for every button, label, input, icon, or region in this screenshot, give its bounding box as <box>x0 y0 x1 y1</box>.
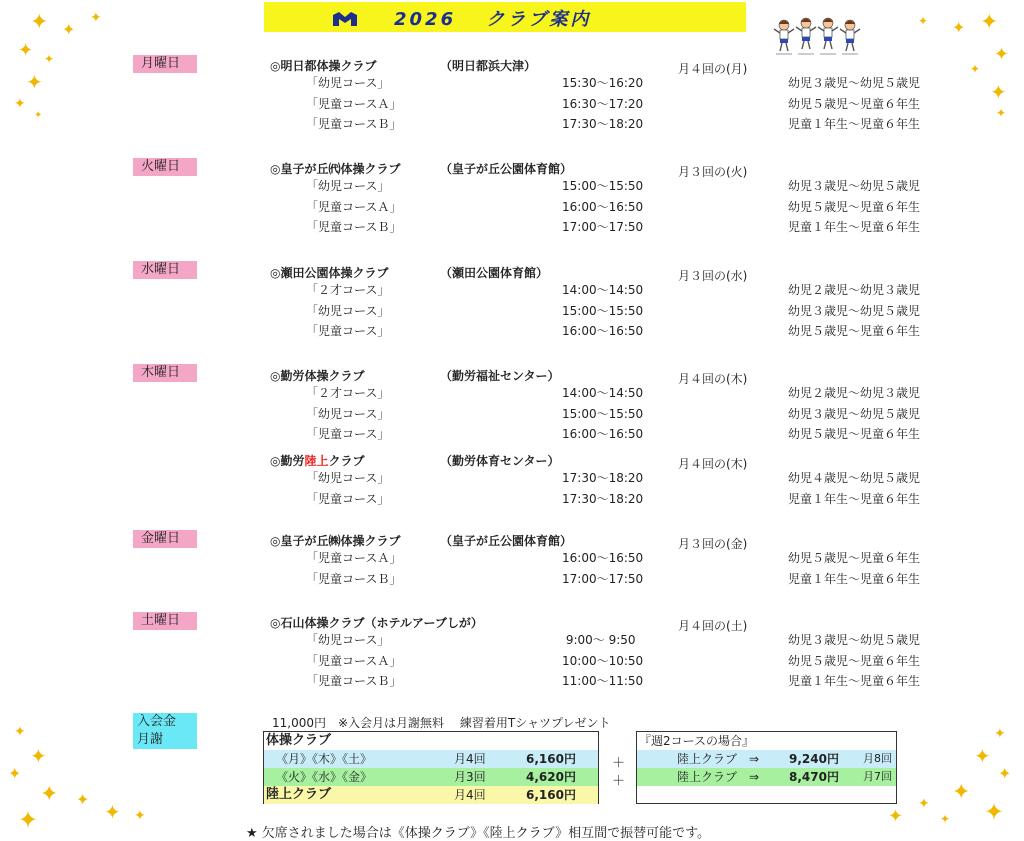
course-age-range: 幼児３歳児～幼児５歳児 <box>788 633 921 647</box>
course-time: 16:00～16:50 <box>562 199 644 214</box>
club-frequency: 月３回の(金) <box>678 537 748 551</box>
star-icon: ✦ <box>984 798 1005 826</box>
course-name: 「幼児コース」 <box>306 471 390 485</box>
star-icon: ✦ <box>30 744 47 768</box>
title-banner <box>264 2 746 32</box>
star-icon: ✦ <box>44 52 55 66</box>
course-age-range: 幼児５歳児～児童６年生 <box>788 427 921 442</box>
star-icon: ✦ <box>998 764 1012 783</box>
course-name: 「幼児コース」 <box>306 76 390 90</box>
day-label: 水曜日 <box>133 261 197 279</box>
course-name: 「児童コースＢ」 <box>306 674 402 689</box>
star-icon: ✦ <box>34 110 43 121</box>
club-venue: （瀬田公園体育館） <box>440 266 549 280</box>
course-time: 17:30～18:20 <box>562 117 644 132</box>
day-label: 火曜日 <box>133 158 197 176</box>
transfer-note: ★ 欠席されました場合は《体操クラブ》《陸上クラブ》相互間で振替可能です。 <box>246 826 711 841</box>
star-icon: ✦ <box>14 724 26 740</box>
course-age-range: 幼児４歳児～幼児５歳児 <box>788 471 921 485</box>
course-time: 16:00～16:50 <box>562 427 644 442</box>
course-age-range: 児童１年生～児童６年生 <box>788 117 921 132</box>
club-name <box>270 160 400 177</box>
club-name <box>270 532 400 549</box>
club-name-text: ◎明日都体操クラブ <box>270 59 377 73</box>
club-name <box>270 367 364 384</box>
club-frequency: 月４回の(木) <box>678 457 748 471</box>
two-course-table <box>636 731 897 804</box>
course-time: 17:30～18:20 <box>562 471 644 485</box>
star-icon: ✦ <box>996 106 1007 120</box>
course-name: 「幼児コース」 <box>306 303 390 318</box>
course-age-range: 幼児３歳児～幼児５歳児 <box>788 303 921 318</box>
club-venue: （勤労体育センター） <box>440 454 560 468</box>
fees-label <box>133 713 197 749</box>
club-name-text: ◎勤労 <box>270 454 305 468</box>
course-age-range: 児童１年生～児童６年生 <box>788 674 921 689</box>
course-name: 「児童コースＡ」 <box>306 199 402 214</box>
course-age-range: 幼児５歳児～児童６年生 <box>788 551 921 565</box>
course-time: 17:00～17:50 <box>562 571 644 586</box>
star-icon: ✦ <box>18 40 34 61</box>
club-name-text: ◎瀬田公園体操クラブ <box>270 266 389 280</box>
club-name <box>270 57 376 74</box>
club-frequency: 月４回の(月) <box>678 62 748 76</box>
course-age-range: 幼児２歳児～幼児３歳児 <box>788 283 921 297</box>
star-icon: ✦ <box>104 800 121 824</box>
club-frequency: 月３回の(火) <box>678 165 748 179</box>
star-icon: ✦ <box>980 10 999 35</box>
plus-sign: ＋ <box>612 774 626 789</box>
club-name-text: ◎石山体操クラブ（ホテルアーブしが） <box>270 616 483 630</box>
course-age-range: 児童１年生～児童６年生 <box>788 491 921 506</box>
course-time: 10:00～10:50 <box>562 653 644 668</box>
gym-fee-header: 体操クラブ <box>266 733 332 748</box>
course-name: 「児童コース」 <box>306 427 390 442</box>
star-icon: ✦ <box>940 812 951 826</box>
club-name-text: ◎皇子が丘㈹体操クラブ <box>270 162 401 176</box>
course-name: 「幼児コース」 <box>306 406 390 421</box>
club-name-text: ◎皇子が丘㈱体操クラブ <box>270 534 401 548</box>
star-icon: ✦ <box>30 10 49 35</box>
logo-icon <box>332 11 358 27</box>
day-label: 金曜日 <box>133 530 197 548</box>
two-course-row: 陸上クラブ ⇒ 8,470円 月7回 <box>637 768 896 786</box>
course-name: 「幼児コース」 <box>306 179 390 193</box>
course-age-range: 幼児５歳児～児童６年生 <box>788 324 921 339</box>
course-time: 16:30～17:20 <box>562 96 644 111</box>
course-age-range: 児童１年生～児童６年生 <box>788 220 921 235</box>
star-icon: ✦ <box>134 808 146 824</box>
course-time: 15:00～15:50 <box>562 303 644 318</box>
club-frequency: 月４回の(木) <box>678 372 748 386</box>
course-age-range: 幼児５歳児～児童６年生 <box>788 199 921 214</box>
star-icon: ✦ <box>994 726 1006 742</box>
gym-fee-table <box>263 731 599 804</box>
day-label: 月曜日 <box>133 55 197 73</box>
course-age-range: 幼児３歳児～幼児５歳児 <box>788 179 921 193</box>
course-time: 17:30～18:20 <box>562 491 644 506</box>
day-label: 土曜日 <box>133 612 197 630</box>
star-icon: ✦ <box>994 44 1010 65</box>
gym-fee-row: 《火》《水》《金》 月3回 4,620円 <box>264 768 598 786</box>
plus-sign: ＋ <box>612 756 626 771</box>
star-icon: ✦ <box>888 806 904 827</box>
club-venue: （明日都浜大津） <box>440 59 537 73</box>
track-fee-row: 陸上クラブ 月4回 6,160円 <box>264 786 598 804</box>
star-icon: ✦ <box>62 20 76 39</box>
star-icon: ✦ <box>974 744 991 768</box>
course-name: 「児童コース」 <box>306 324 390 339</box>
club-venue: （皇子が丘公園体育館） <box>440 534 573 548</box>
course-time: 17:00～17:50 <box>562 220 644 235</box>
course-name: 「児童コースＢ」 <box>306 571 402 586</box>
course-name: 「幼児コース」 <box>306 633 390 647</box>
course-age-range: 幼児３歳児～幼児５歳児 <box>788 406 921 421</box>
club-name-highlight: 陸上 <box>304 454 329 468</box>
course-time: 9:00～ 9:50 <box>562 633 636 647</box>
club-venue: （皇子が丘公園体育館） <box>440 162 573 176</box>
monthly-fee-label: 月謝 <box>137 732 164 747</box>
course-time: 11:00～11:50 <box>562 674 644 689</box>
club-name <box>270 264 388 281</box>
star-icon: ✦ <box>90 10 102 26</box>
course-age-range: 幼児５歳児～児童６年生 <box>788 653 921 668</box>
star-icon: ✦ <box>26 70 43 94</box>
day-label: 木曜日 <box>133 364 197 382</box>
star-icon: ✦ <box>8 764 22 783</box>
gym-fee-row: 《月》《木》《土》 月4回 6,160円 <box>264 750 598 768</box>
course-age-range: 幼児２歳児～幼児３歳児 <box>788 386 921 400</box>
star-icon: ✦ <box>918 796 930 812</box>
course-name: 「児童コースＡ」 <box>306 96 402 111</box>
star-icon: ✦ <box>76 790 90 809</box>
star-icon: ✦ <box>18 806 39 834</box>
club-name <box>270 452 365 469</box>
club-name-tail: クラブ <box>328 454 365 468</box>
star-icon: ✦ <box>952 18 966 37</box>
course-name: 「２才コース」 <box>306 386 390 400</box>
course-age-range: 幼児５歳児～児童６年生 <box>788 96 921 111</box>
entry-fee-line: 11,000円 ※入会月は月謝無料 練習着用Tシャツプレゼント <box>272 716 611 730</box>
star-icon: ✦ <box>40 782 59 807</box>
star-icon: ✦ <box>918 14 929 28</box>
entry-fee-label: 入会金 <box>137 714 177 729</box>
club-name <box>270 614 483 631</box>
course-time: 15:30～16:20 <box>562 76 644 90</box>
club-frequency: 月３回の(水) <box>678 269 748 283</box>
course-time: 15:00～15:50 <box>562 179 644 193</box>
star-icon: ✦ <box>990 80 1007 104</box>
course-time: 15:00～15:50 <box>562 406 644 421</box>
course-age-range: 幼児３歳児～幼児５歳児 <box>788 76 921 90</box>
course-time: 14:00～14:50 <box>562 386 644 400</box>
children-illustration-icon <box>770 17 866 55</box>
course-name: 「児童コースＢ」 <box>306 220 402 235</box>
two-course-row: 陸上クラブ ⇒ 9,240円 月8回 <box>637 750 896 768</box>
course-time: 16:00～16:50 <box>562 324 644 339</box>
club-frequency: 月４回の(土) <box>678 619 748 633</box>
course-name: 「児童コースＡ」 <box>306 653 402 668</box>
page-title: 2026 クラブ案内 <box>394 9 592 30</box>
course-time: 14:00～14:50 <box>562 283 644 297</box>
club-name-text: ◎勤労体操クラブ <box>270 369 365 383</box>
course-name: 「児童コース」 <box>306 491 390 506</box>
course-name: 「児童コースＡ」 <box>306 551 402 565</box>
club-venue: （勤労福祉センター） <box>440 369 560 383</box>
course-age-range: 児童１年生～児童６年生 <box>788 571 921 586</box>
course-name: 「児童コースＢ」 <box>306 117 402 132</box>
star-icon: ✦ <box>952 780 971 805</box>
two-course-header: 『週2コースの場合』 <box>639 734 755 748</box>
course-time: 16:00～16:50 <box>562 551 644 565</box>
star-icon: ✦ <box>970 62 981 76</box>
course-name: 「２才コース」 <box>306 283 390 297</box>
star-icon: ✦ <box>14 96 26 112</box>
